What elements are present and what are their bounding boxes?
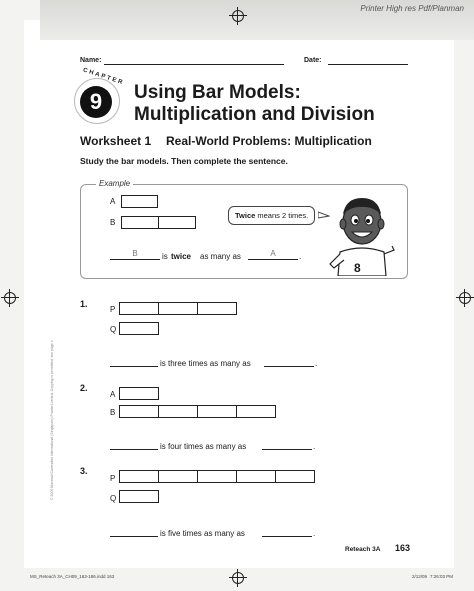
bubble-text: means 2 times. bbox=[255, 211, 309, 220]
problem-2-sentence: is four times as many as bbox=[160, 442, 247, 451]
date-label: Date: bbox=[304, 57, 322, 64]
problem-1-bar-p-unit-1 bbox=[119, 302, 159, 315]
problem-1-row-q-label: Q bbox=[110, 325, 117, 334]
worksheet-label: Worksheet 1 bbox=[80, 134, 152, 148]
example-bar-b-unit-2 bbox=[158, 216, 196, 229]
title-line-1: Using Bar Models: bbox=[134, 82, 301, 103]
problem-2-answer-1[interactable] bbox=[110, 449, 158, 450]
registration-mark-left bbox=[4, 292, 16, 304]
problem-2-bar-b-unit-2 bbox=[158, 405, 198, 418]
problem-1-bar-q bbox=[119, 322, 159, 335]
slug-date: 2/12/09 bbox=[412, 574, 428, 579]
problem-3-answer-1[interactable] bbox=[110, 536, 158, 537]
example-twice: twice bbox=[171, 252, 192, 261]
example-row-a-label: A bbox=[110, 197, 116, 206]
problem-1-number: 1. bbox=[80, 299, 88, 309]
problem-1-bar-p-unit-3 bbox=[197, 302, 237, 315]
problem-1-bar-p-unit-2 bbox=[158, 302, 198, 315]
problem-1-answer-1[interactable] bbox=[110, 366, 158, 367]
registration-mark-right bbox=[459, 292, 471, 304]
example-period: . bbox=[299, 252, 302, 261]
title-line-2: Multiplication and Division bbox=[134, 104, 375, 125]
problem-1-sentence: is three times as many as bbox=[160, 359, 251, 368]
problem-2-number: 2. bbox=[80, 383, 88, 393]
registration-mark-bottom bbox=[232, 572, 244, 584]
problem-3-bar-p-unit-4 bbox=[236, 470, 276, 483]
worksheet-topic: Real-World Problems: Multiplication bbox=[166, 134, 372, 148]
example-row-b-label: B bbox=[110, 218, 116, 227]
problem-1-answer-2[interactable] bbox=[264, 366, 314, 367]
problem-1-row-p-label: P bbox=[110, 305, 116, 314]
chapter-number: 9 bbox=[80, 86, 112, 118]
example-bar-a bbox=[121, 195, 158, 208]
problem-3-bar-p-unit-5 bbox=[275, 470, 315, 483]
problem-3-sentence: is five times as many as bbox=[160, 529, 245, 538]
example-answer-2: A bbox=[270, 249, 276, 258]
header-band bbox=[40, 0, 474, 40]
problem-2-bar-b-unit-3 bbox=[197, 405, 237, 418]
problem-3-answer-2[interactable] bbox=[262, 536, 312, 537]
problem-3-bar-p-unit-2 bbox=[158, 470, 198, 483]
problem-3-number: 3. bbox=[80, 466, 88, 476]
bubble-bold: Twice bbox=[235, 211, 256, 220]
slug-file: MS_Reteach 3A_CH09_163-186.indd 163 bbox=[30, 574, 115, 579]
speech-bubble bbox=[228, 206, 315, 225]
example-is: is bbox=[162, 252, 168, 261]
problem-3-bar-p-unit-3 bbox=[197, 470, 237, 483]
shirt-number: 8 bbox=[354, 261, 361, 275]
example-answer-line-2 bbox=[248, 259, 298, 260]
problem-3-row-p-label: P bbox=[110, 474, 116, 483]
printer-note: Printer High res Pdf/Planman bbox=[360, 4, 464, 13]
example-label: Example bbox=[96, 179, 133, 188]
problem-3-period: . bbox=[313, 529, 316, 538]
footer-label: Reteach 3A bbox=[345, 546, 381, 553]
name-label: Name: bbox=[80, 57, 102, 64]
problem-2-row-a-label: A bbox=[110, 390, 116, 399]
problem-2-bar-a bbox=[119, 387, 159, 400]
name-field[interactable] bbox=[104, 64, 284, 65]
problem-2-bar-b-unit-4 bbox=[236, 405, 276, 418]
problem-2-row-b-label: B bbox=[110, 408, 116, 417]
registration-mark-top bbox=[232, 10, 244, 22]
boy-illustration bbox=[326, 194, 398, 276]
problem-1-period: . bbox=[315, 359, 318, 368]
date-field[interactable] bbox=[328, 64, 408, 65]
example-bar-b-unit-1 bbox=[121, 216, 159, 229]
example-answer-1: B bbox=[132, 249, 138, 258]
problem-2-bar-b-unit-1 bbox=[119, 405, 159, 418]
example-answer-line-1 bbox=[110, 259, 160, 260]
slug-time: 7:26:03 PM bbox=[430, 574, 454, 579]
problem-3-bar-q bbox=[119, 490, 159, 503]
copyright-note: © 2009 Marshall Cavendish International (Singapore) Private Limited. Copying is permitted; see page ii. bbox=[50, 339, 54, 500]
problem-2-answer-2[interactable] bbox=[262, 449, 312, 450]
example-as-many-as: as many as bbox=[200, 252, 241, 261]
problem-3-row-q-label: Q bbox=[110, 494, 117, 503]
page-number: 163 bbox=[395, 543, 411, 553]
problem-2-period: . bbox=[313, 442, 316, 451]
chapter-word: CHAPTER bbox=[82, 67, 125, 87]
problem-3-bar-p-unit-1 bbox=[119, 470, 159, 483]
instruction-text: Study the bar models. Then complete the sentence. bbox=[80, 156, 288, 166]
